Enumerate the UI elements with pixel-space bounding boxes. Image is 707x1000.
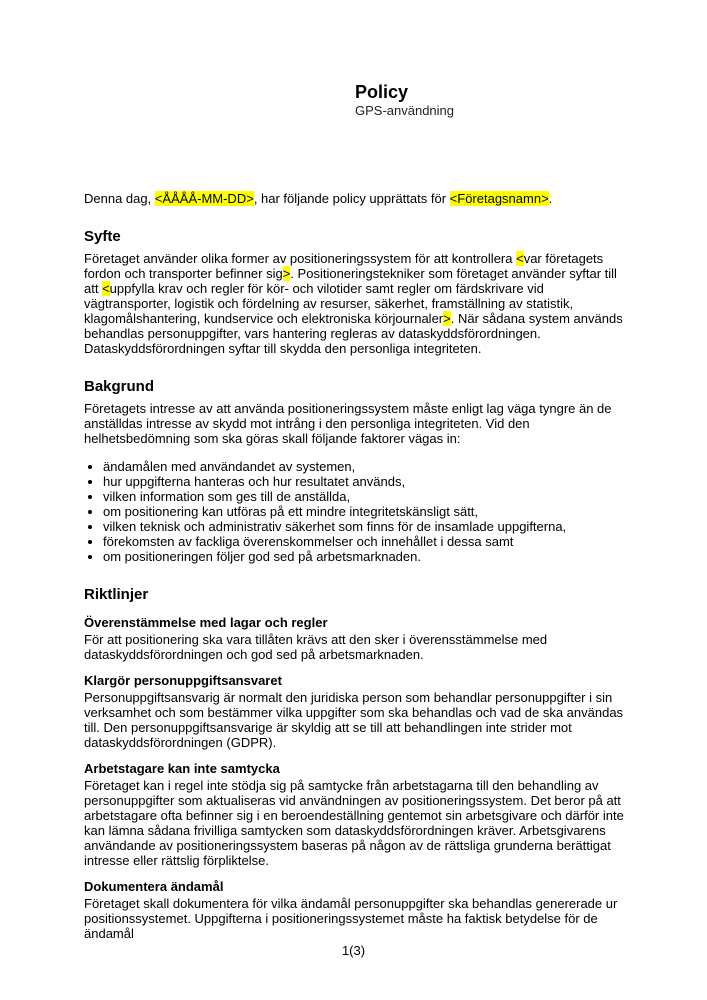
- paragraph-klargor-ansvar: [84, 690, 624, 750]
- highlighted-placeholder: <: [102, 281, 110, 296]
- heading-riktlinjer: Riktlinjer: [84, 586, 149, 603]
- text-run: var företagets fordon och transporter befinner sig: [84, 251, 604, 281]
- bullet-item: • om positioneringen följer god sed på arbetsmarknaden.: [103, 549, 624, 564]
- paragraph-overenstammelse: [84, 632, 624, 662]
- subheading-samtycke: Arbetstagare kan inte samtycka: [84, 761, 280, 776]
- bullet-item: • vilken information som ges till de anställda,: [103, 489, 624, 504]
- bullet-item: • hur uppgifterna hanteras och hur resultatet används,: [103, 474, 624, 489]
- subheading-overenstammelse: Överenstämmelse med lagar och regler: [84, 615, 328, 630]
- text-run: Företaget skall dokumentera för vilka ändamål personuppgifter ska behandlas genererade ur positionssystemet. Uppgifterna i positioneringssystemet måste ha faktisk betydelse för de ändamål: [84, 896, 618, 941]
- page-subtitle: GPS-användning: [355, 103, 455, 118]
- text-run: . När sådana system används behandlas personuppgifter, vars hantering regleras av dataskyddsförordningen. Dataskyddsförordningen syftar till skydda den personliga integriteten.: [84, 311, 623, 356]
- bullet-item: • förekomsten av fackliga överenskommelser och innehållet i dessa samt: [103, 534, 624, 549]
- bullet-item: • ändamålen med användandet av systemen,: [103, 459, 624, 474]
- highlighted-placeholder: >: [443, 311, 451, 326]
- document-content: [84, 0, 624, 941]
- bullet-item: • vilken teknisk och administrativ säkerhet som finns för de insamlade uppgifterna,: [103, 519, 624, 534]
- page-number: 1(3): [341, 943, 366, 958]
- heading-bakgrund: Bakgrund: [84, 378, 155, 395]
- highlighted-placeholder: >: [282, 266, 291, 281]
- text-run: Företagets intresse av att använda positioneringssystem måste enligt lag väga tyngre än de anställdas intresse av skydd mot intrång i den personliga integriteten. Vid den helhetsbedömning som ska göras skall följande faktorer vägas in:: [84, 401, 612, 446]
- document-body: [84, 191, 624, 941]
- paragraph-syfte: [84, 251, 624, 356]
- text-run: , har följande policy upprättats för: [253, 191, 450, 206]
- text-run: Företaget använder olika former av positioneringssystem för att kontrollera: [84, 251, 517, 266]
- text-run: Personuppgiftsansvarig är normalt den juridiska person som behandlar personuppgifter i sin verksamhet och som bestämmer vilka uppgifter som ska behandlas och vad de ska användas till. Den personuppgiftsansvarige är skyldig att se till att behandlingen inte strider mot dataskyddsförordningen (GDPR).: [84, 690, 624, 750]
- text-run: Denna dag,: [84, 191, 155, 206]
- highlighted-placeholder: <ÅÅÅÅ-MM-DD>: [154, 191, 254, 206]
- intro-line: [84, 191, 624, 206]
- text-run: Företaget kan i regel inte stödja sig på samtycke från arbetstagarna till den behandling av personuppgifter som aktualiseras vid användningen av positioneringssystem. Det beror på att arbetstagare ofta befinner sig i en beroendeställning gentemot sin arbetsgivare och därför inte kan lämna sådana frivilliga samtycken som dataskyddsförordningen kräver. Arbetsgivarens användande av positioneringssystem baseras på någon av de rättsliga grunderna berättigat intresse eller rättslig förpliktelse.: [84, 778, 624, 868]
- text-run: För att positionering ska vara tillåten krävs att den sker i överensstämmelse med dataskyddsförordningen och god sed på arbetsmarknaden.: [84, 632, 548, 662]
- paragraph-dokumentera: [84, 896, 624, 941]
- text-run: .: [548, 191, 553, 206]
- paragraph-samtycke: [84, 778, 624, 868]
- page-title: Policy: [355, 82, 409, 102]
- bullet-list-faktorer: [84, 459, 624, 564]
- title-block: [355, 82, 624, 118]
- text-run: . Positioneringstekniker som företaget använder syftar till att: [84, 266, 617, 296]
- heading-syfte: Syfte: [84, 228, 121, 245]
- text-run: uppfylla krav och regler för kör- och vilotider samt regler om färdskrivare vid vägtransporter, logistik och fördelning av resurser, säkerhet, framställning av statistik, klagomålshantering, kundservice och elektroniska körjournaler: [84, 281, 574, 326]
- highlighted-placeholder: <Företagsnamn>: [449, 191, 549, 206]
- highlighted-placeholder: <: [516, 251, 524, 266]
- subheading-klargor-ansvar: Klargör personuppgiftsansvaret: [84, 673, 282, 688]
- subheading-dokumentera: Dokumentera ändamål: [84, 879, 224, 894]
- bullet-item: • om positionering kan utföras på ett mindre integritetskänsligt sätt,: [103, 504, 624, 519]
- paragraph-bakgrund: [84, 401, 624, 446]
